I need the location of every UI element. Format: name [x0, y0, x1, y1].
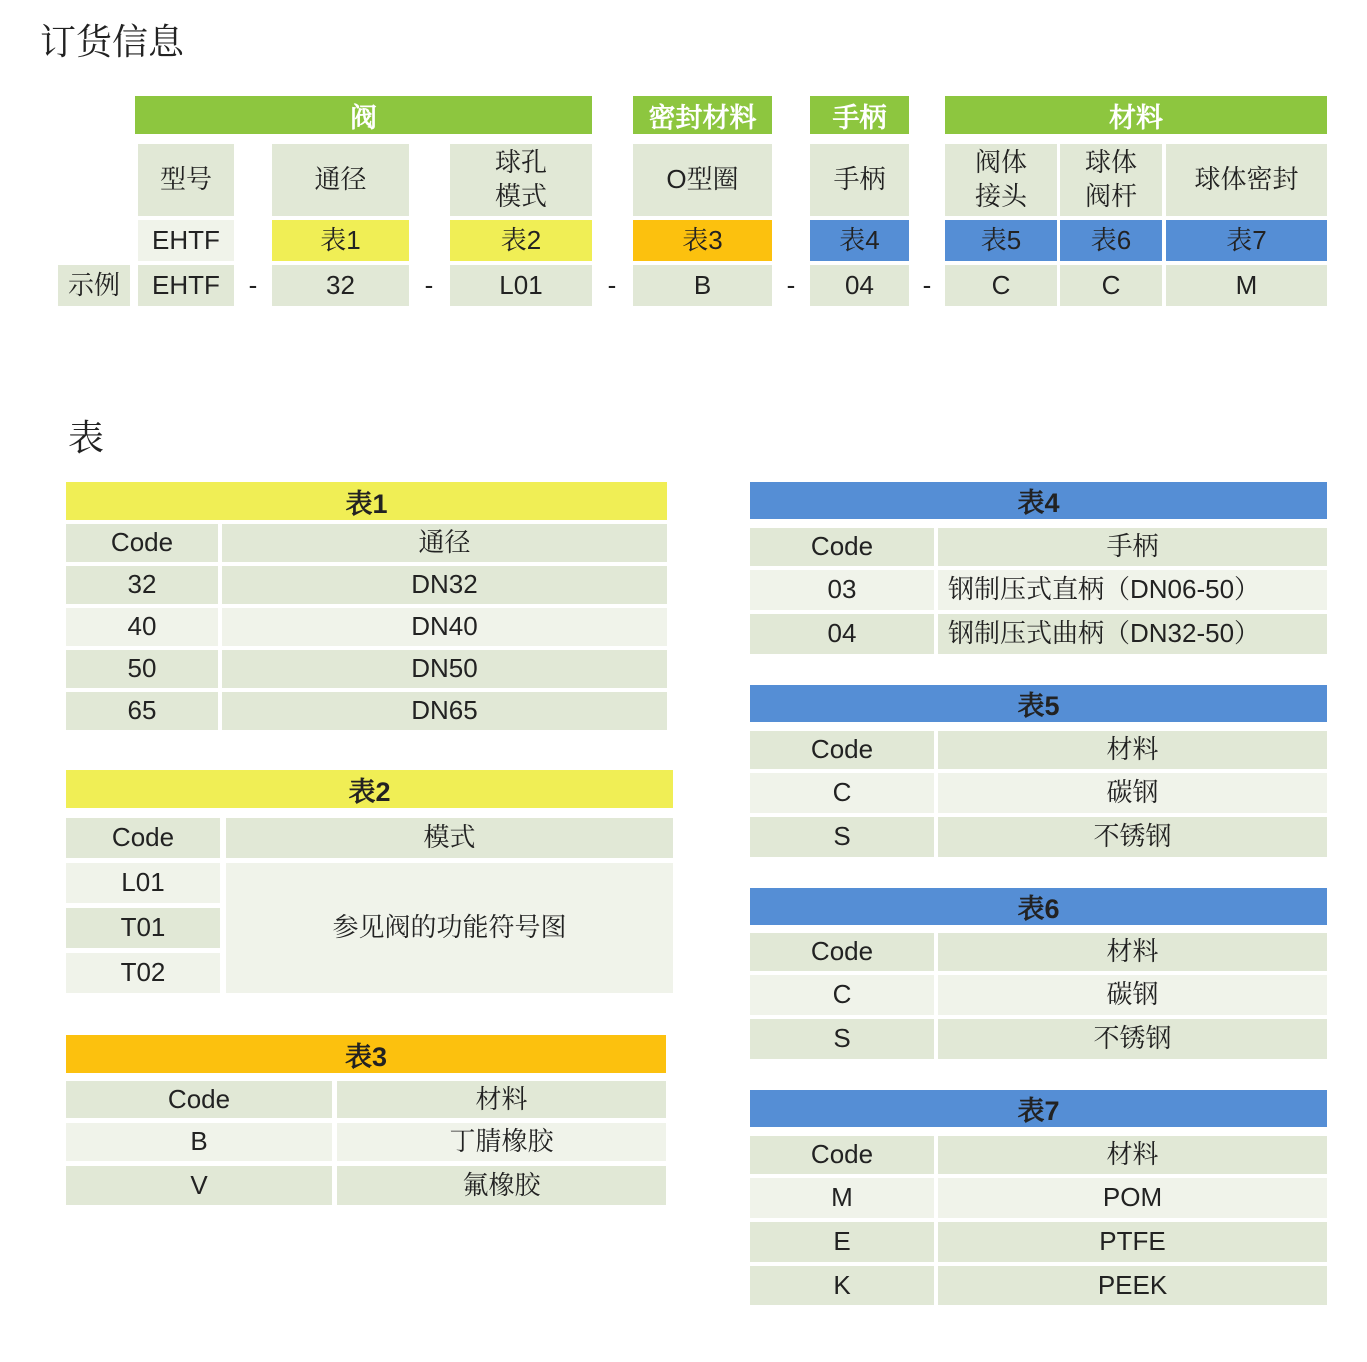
table-row-code: 03 — [750, 570, 934, 610]
table-row-code: 65 — [66, 692, 218, 730]
group-header-handle: 手柄 — [810, 96, 909, 134]
ref-ballseal: 表7 — [1166, 220, 1327, 261]
table-row-code: M — [750, 1178, 934, 1218]
table-row-value: 钢制压式直柄（DN06-50） — [938, 570, 1327, 610]
table-1-title: 表1 — [66, 482, 667, 520]
table-row-value: 不锈钢 — [938, 817, 1327, 857]
col-stem: 球体 阀杆 — [1060, 144, 1162, 216]
table-row-value: DN40 — [222, 608, 667, 646]
table-row-value: DN32 — [222, 566, 667, 604]
section-title: 表 — [68, 417, 105, 458]
table-row-code: S — [750, 1019, 934, 1059]
table-2-header-code: Code — [66, 818, 220, 858]
table-2-header-value: 模式 — [226, 818, 673, 858]
table-1-header-code: Code — [66, 524, 218, 562]
table-row-code: S — [750, 817, 934, 857]
table-row-value: 钢制压式曲柄（DN32-50） — [938, 614, 1327, 654]
col-size: 通径 — [272, 144, 409, 216]
table-7-header-value: 材料 — [938, 1136, 1327, 1174]
col-body: 阀体 接头 — [945, 144, 1057, 216]
table-6-title: 表6 — [750, 888, 1327, 925]
table-row-value: 不锈钢 — [938, 1019, 1327, 1059]
ref-handle: 表4 — [810, 220, 909, 261]
example-handle: 04 — [810, 265, 909, 306]
col-ballseal: 球体密封 — [1166, 144, 1327, 216]
separator: - — [922, 270, 932, 300]
col-model: 型号 — [138, 144, 234, 216]
table-row-code: E — [750, 1222, 934, 1262]
table-3-header-value: 材料 — [337, 1081, 666, 1118]
col-bore: 球孔 模式 — [450, 144, 592, 216]
table-row-code: C — [750, 773, 934, 813]
table-row-code: T01 — [66, 908, 220, 948]
separator: - — [424, 270, 434, 300]
example-ballseal: M — [1166, 265, 1327, 306]
table-2-merged-value: 参见阀的功能符号图 — [226, 863, 673, 993]
table-6-header-value: 材料 — [938, 933, 1327, 971]
table-2-title: 表2 — [66, 770, 673, 808]
table-row-value: 碳钢 — [938, 773, 1327, 813]
ref-bore: 表2 — [450, 220, 592, 261]
example-oring: B — [633, 265, 772, 306]
table-5-header-value: 材料 — [938, 731, 1327, 769]
separator: - — [607, 270, 617, 300]
table-row-value: 碳钢 — [938, 975, 1327, 1015]
example-size: 32 — [272, 265, 409, 306]
table-row-code: L01 — [66, 863, 220, 903]
example-bore: L01 — [450, 265, 592, 306]
table-3-header-code: Code — [66, 1081, 332, 1118]
table-row-code: V — [66, 1166, 332, 1205]
table-4-header-value: 手柄 — [938, 528, 1327, 566]
example-model: EHTF — [138, 265, 234, 306]
group-header-seal: 密封材料 — [633, 96, 772, 134]
table-row-code: 32 — [66, 566, 218, 604]
example-stem: C — [1060, 265, 1162, 306]
table-3-title: 表3 — [66, 1035, 666, 1073]
table-5-title: 表5 — [750, 685, 1327, 722]
page-title: 订货信息 — [40, 21, 185, 62]
table-row-value: 丁腈橡胶 — [337, 1123, 666, 1161]
table-row-code: T02 — [66, 953, 220, 993]
example-body: C — [945, 265, 1057, 306]
ref-stem: 表6 — [1060, 220, 1162, 261]
group-header-valve: 阀 — [135, 96, 592, 134]
table-row-value: POM — [938, 1178, 1327, 1218]
table-row-code: 04 — [750, 614, 934, 654]
table-4-title: 表4 — [750, 482, 1327, 519]
table-6-header-code: Code — [750, 933, 934, 971]
table-row-value: DN65 — [222, 692, 667, 730]
table-row-value: PEEK — [938, 1266, 1327, 1305]
col-oring: O型圈 — [633, 144, 772, 216]
table-1-header-value: 通径 — [222, 524, 667, 562]
table-4-header-code: Code — [750, 528, 934, 566]
table-row-value: DN50 — [222, 650, 667, 688]
ref-body: 表5 — [945, 220, 1057, 261]
table-row-value: 氟橡胶 — [337, 1166, 666, 1205]
example-label: 示例 — [58, 265, 130, 306]
ref-size: 表1 — [272, 220, 409, 261]
separator: - — [248, 270, 258, 300]
col-handle: 手柄 — [810, 144, 909, 216]
table-5-header-code: Code — [750, 731, 934, 769]
table-row-code: 40 — [66, 608, 218, 646]
ref-model: EHTF — [138, 220, 234, 261]
ref-oring: 表3 — [633, 220, 772, 261]
table-row-code: 50 — [66, 650, 218, 688]
table-row-code: K — [750, 1266, 934, 1305]
table-row-code: C — [750, 975, 934, 1015]
table-7-title: 表7 — [750, 1090, 1327, 1127]
table-row-code: B — [66, 1123, 332, 1161]
table-7-header-code: Code — [750, 1136, 934, 1174]
separator: - — [786, 270, 796, 300]
group-header-material: 材料 — [945, 96, 1327, 134]
table-row-value: PTFE — [938, 1222, 1327, 1262]
